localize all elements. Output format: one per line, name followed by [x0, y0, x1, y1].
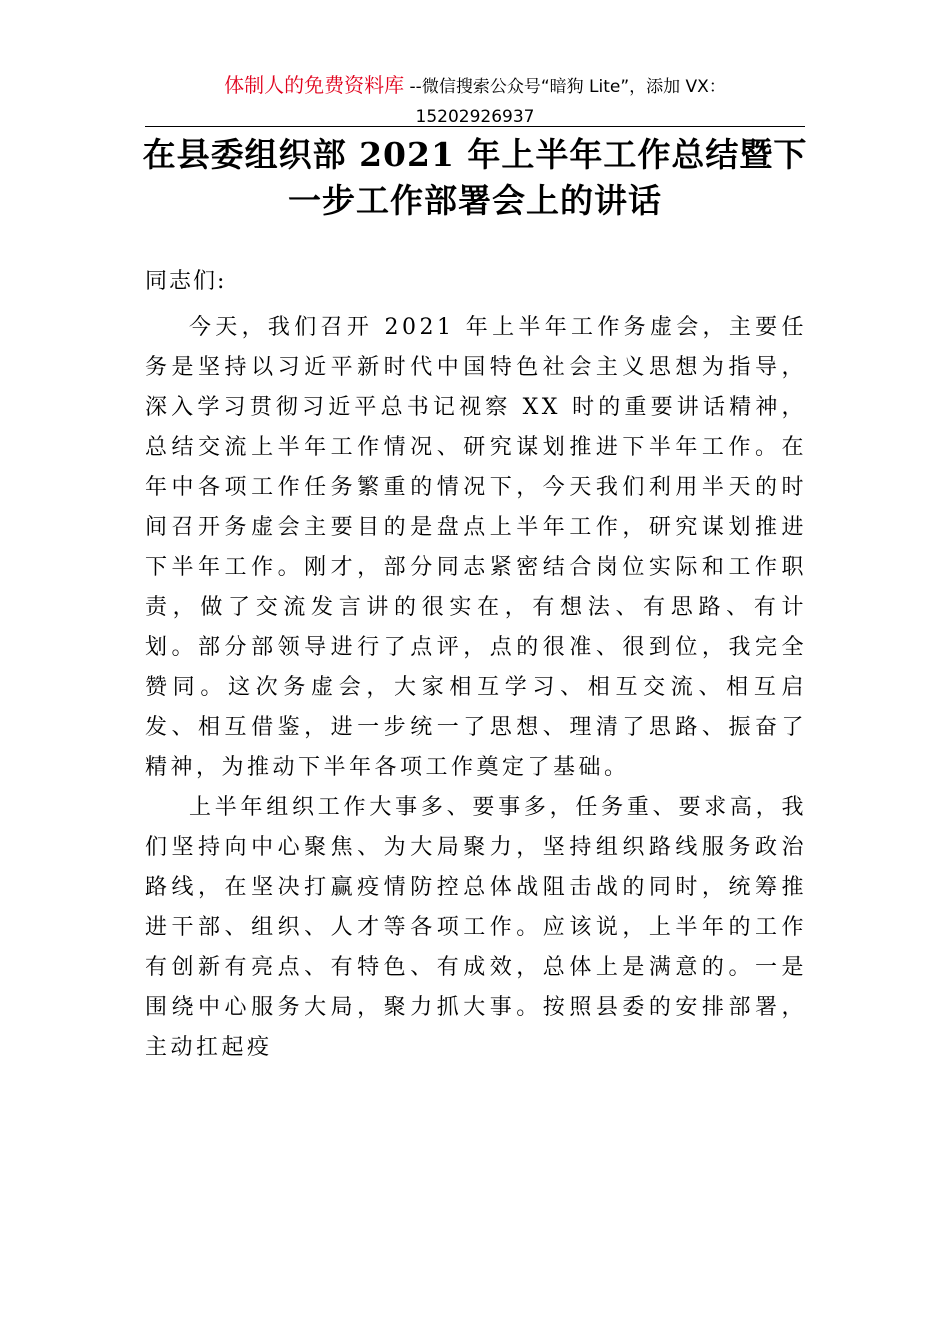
title-line: 在县委组织部 2021 年上半年工作总结暨下 — [142, 135, 808, 174]
paragraph: 今天，我们召开 2021 年上半年工作务虚会，主要任务是坚持以习近平新时代中国特色社会主义思想为指导，深入学习贯彻习近平总书记视察 XX 时的重要讲话精神，总结交流上半年工作情况、研究谋划推进下半年工作。在年中各项工作任务繁重的情况下，今天我们利用半天的时间召开务虚会主要目的是盘点上半年工作，研究谋划推进下半年工作。刚才，部分同志紧密结合岗位实际和工作职责，做了交流发言讲的很实在，有想法、有思路、有计划。部分部领导进行了点评，点的很准、很到位，我完全赞同。这次务虚会，大家相互学习、相互交流、相互启发、相互借鉴，进一步统一了思想、理清了思路、振奋了精神，为推动下半年各项工作奠定了基础。 — [145, 315, 807, 780]
header-divider — [145, 126, 805, 127]
watermark-header — [140, 70, 810, 132]
document-body — [145, 308, 807, 1068]
paragraph: 上半年组织工作大事多、要事多，任务重、要求高，我们坚持向中心聚焦、为大局聚力，坚持组织路线服务政治路线，在坚决打赢疫情防控总体战阻击战的同时，统筹推进干部、组织、人才等各项工作。应该说，上半年的工作有创新有亮点、有特色、有成效，总体上是满意的。一是围绕中心服务大局，聚力抓大事。按照县委的安排部署，主动扛起疫 — [145, 795, 807, 1060]
contact-line: --微信搜索公众号“暗狗 Lite”，添加 VX： — [404, 77, 726, 97]
brand-name: 体制人的免费资料库 — [224, 73, 405, 97]
salutation: 同志们: — [145, 269, 227, 294]
contact-number: 15202926937 — [415, 107, 535, 127]
document-title — [130, 132, 820, 224]
title-line: 一步工作部署会上的讲话 — [288, 181, 662, 220]
